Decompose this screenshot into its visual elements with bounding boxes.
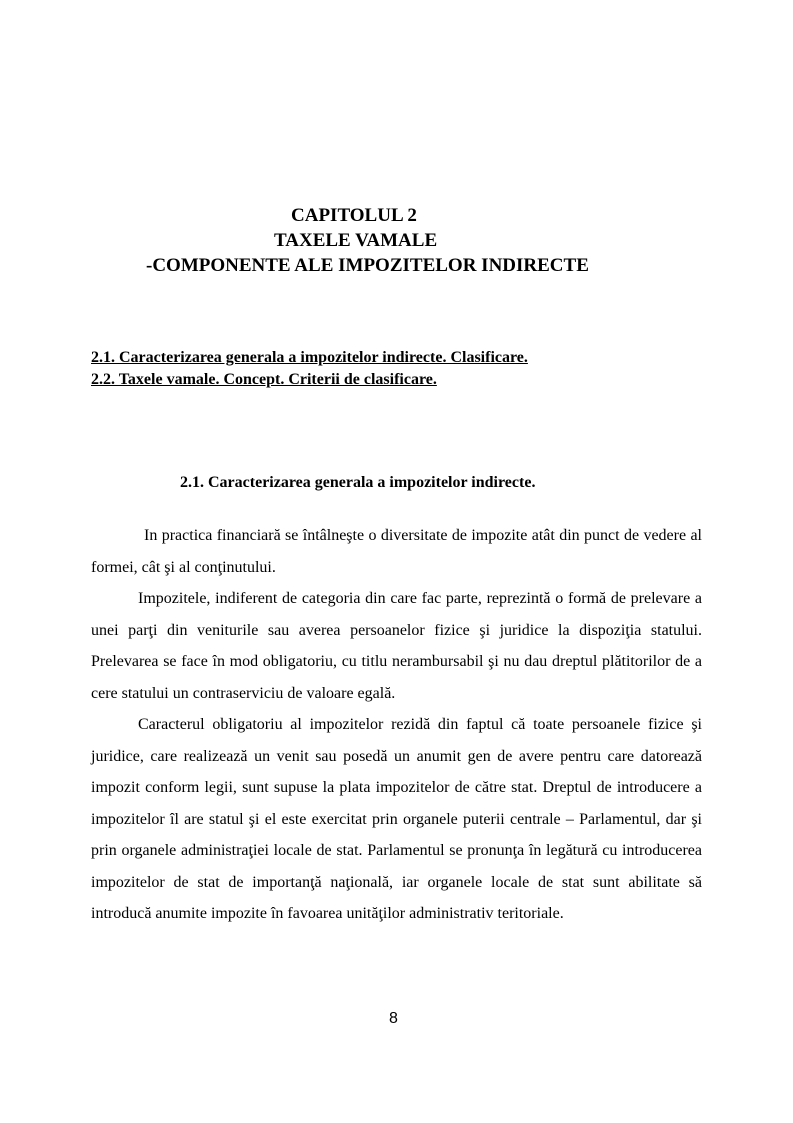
body-text: [91, 520, 702, 930]
paragraph: Impozitele, indiferent de categoria din care fac parte, reprezintă o formă de prelevare a unei parţi din veniturile sau averea persoanelor fizice şi juridice la dispoziţia statului. Prelevarea se face în mod obligatoriu, cu titlu nerambursabil şi nu dau dreptul plătitorilor de a cere statului un contraserviciu de valoare egală.: [91, 590, 702, 702]
chapter-subtitle: -COMPONENTE ALE IMPOZITELOR INDIRECTE: [146, 255, 589, 276]
toc-entry-2-1: 2.1. Caracterizarea generala a impozitelor indirecte. Clasificare.: [91, 349, 528, 366]
paragraph: In practica financiară se întâlneşte o diversitate de impozite atât din punct de vedere al formei, cât şi al conţinutului.: [91, 527, 702, 576]
toc-entry-2-2: 2.2. Taxele vamale. Concept. Criterii de clasificare.: [91, 371, 437, 388]
page-number: 8: [389, 1010, 398, 1027]
section-heading: 2.1. Caracterizarea generala a impozitelor indirecte.: [180, 474, 536, 491]
chapter-title: TAXELE VAMALE: [274, 230, 438, 251]
paragraph: Caracterul obligatoriu al impozitelor rezidă din faptul că toate persoanele fizice şi juridice, care realizează un venit sau posedă un anumit gen de avere pentru care datorează impozit conform legii, sunt supuse la plata impozitelor de către stat. Dreptul de introducere a impozitelor îl are statul şi el este exercitat prin organele puterii centrale – Parlamentul, dar şi prin organele administraţiei locale de stat. Parlamentul se pronunţa în legătură cu introducerea impozitelor de stat de importanţă naţională, iar organele locale de stat sunt abilitate să introducă anumite impozite în favoarea unităţilor administrativ teritoriale.: [91, 716, 702, 922]
chapter-number: CAPITOLUL 2: [291, 205, 417, 226]
